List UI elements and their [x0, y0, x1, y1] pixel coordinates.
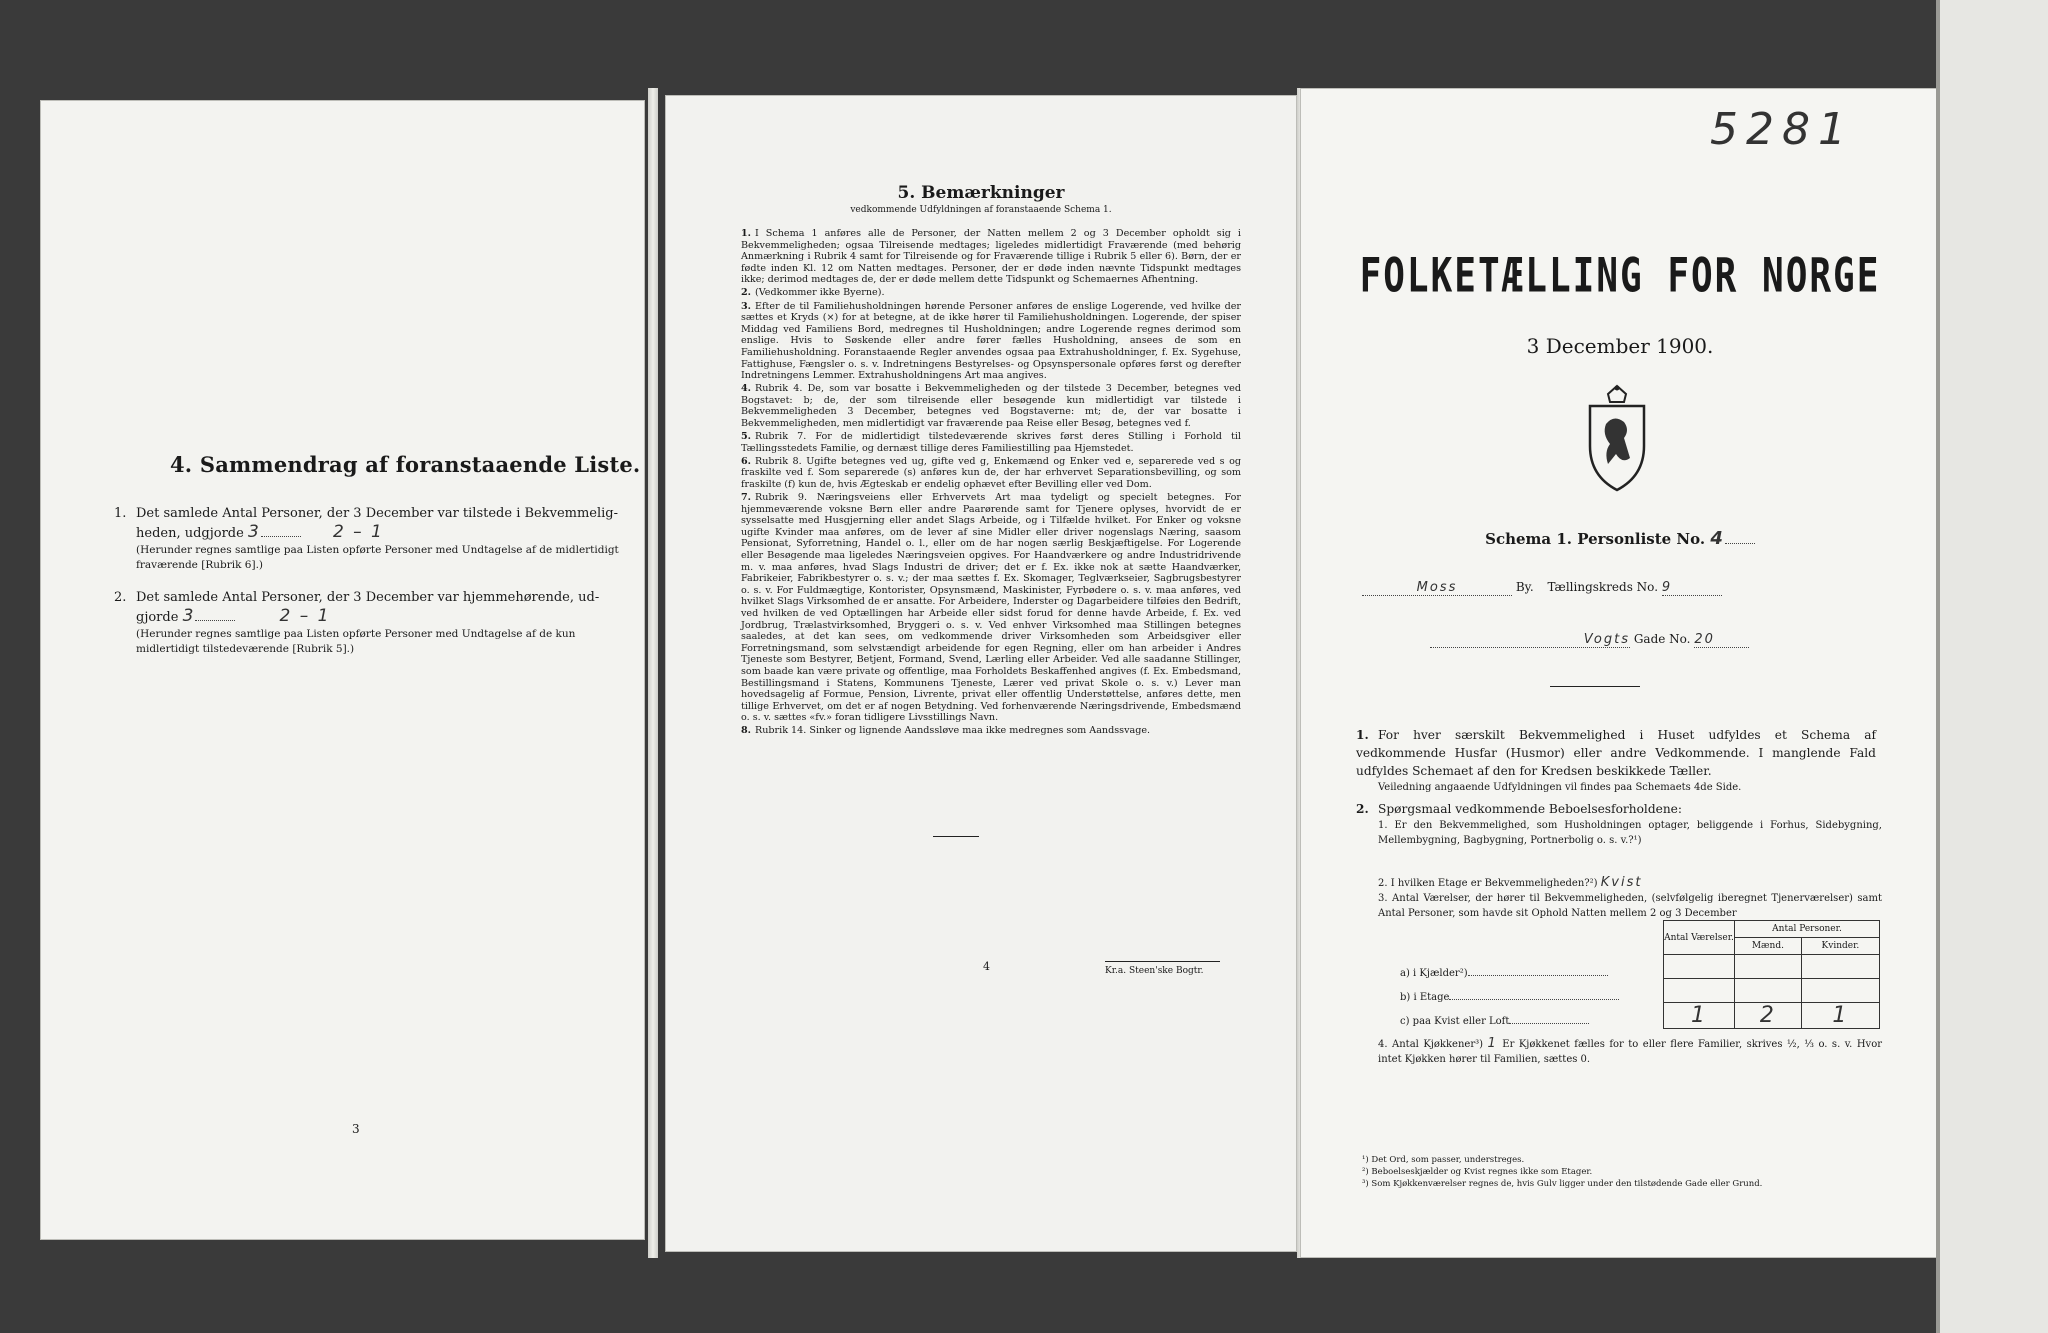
handwritten-list-number: 4 — [1710, 528, 1725, 549]
footnote: ¹) Det Ord, som passer, understreges. — [1362, 1155, 1525, 1165]
row-label: c) paa Kvist eller Loft — [1400, 1014, 1589, 1029]
footnote: ³) Som Kjøkkenværelser regnes de, hvis Gulv ligger under den tilstødende Gade eller Grund. — [1362, 1179, 1763, 1189]
handwritten-women: 1 — [1801, 1003, 1879, 1029]
remark-paragraph: 3. Efter de til Familiehusholdningen hørende Personer anføres de enslige Logerende, ved hvilke der sættes et Kryds (×) for at betegne, at de ikke hører til Familiehusholdningen. Logerende, der spiser Middag ved Familiens Bord, medregnes til Husholdningen; andre Logerende regnes derimod som enslige. Hvis to Søskende eller andre fører fælles Husholdning, ansees de som en Familiehusholdning. Foranstaaende Regler anvendes ogsaa paa Extrahusholdninger, f. Ex. Sygehuse, Fattighuse, Fængsler o. s. v. Indretningens Bestyrelses- og Opsynspersonale opføres først og derefter Indretningens Lemmer. Extrahusholdningens Art maa angives. — [741, 300, 1241, 382]
handwritten-count: 3 — [247, 522, 261, 542]
remark-paragraph: 4. Rubrik 4. De, som var bosatte i Bekvemmeligheden og der tilstede 3 December, betegnes ved Bogstavet: b; de, der som tilreisende eller besøgende kun midlertidigt var tilstede i Bekvemmeligheden 3 December, betegnes ved Bogstaverne: mt; de, der var bosatte i Bekvemmeligheden, men midlertidigt var fraværende paa Reise eller Besøg, betegnes ved f. — [741, 383, 1241, 429]
col-women: Kvinder. — [1801, 938, 1879, 955]
footnotes — [1362, 1154, 1882, 1190]
summary-item-2 — [114, 589, 634, 657]
question-1: 1. Er den Bekvemmelighed, som Husholdningen optager, beliggende i Forhus, Sidebygning, Mellembygning, Bagbygning, Portnerbolig o. s. v.?¹) — [1378, 820, 1882, 846]
item-note: (Herunder regnes samtlige paa Listen opførte Personer med Undtagelse af de midlertidigt fraværende [Rubrik 6].) — [136, 544, 619, 571]
remarks-body — [741, 228, 1241, 739]
handwritten-floor: Kvist — [1600, 875, 1643, 890]
row-label: b) i Etage — [1400, 990, 1619, 1005]
census-title: FOLKETÆLLING FOR NORGE — [1359, 249, 1881, 304]
page-fold — [648, 88, 658, 1258]
rooms-persons-table — [1663, 920, 1880, 1029]
remark-paragraph: 1. I Schema 1 anføres alle de Personer, der Natten mellem 2 og 3 December opholdt sig i Bekvemmeligheden; ogsaa Tilreisende medtages; ligeledes midlertidigt Fraværende (med behørig Anmærkning i Rubrik 4 samt for Tilreisende og for Fraværende tillige i Rubrik 5 eller 6). Børn, der er fødte inden Kl. 12 om Natten medtages. Personer, der er døde inden nævnte Tidspunkt medtages ikke; derimod medtages de, der er døde mellem dette Tidspunkt og Schemaernes Afhentning. — [741, 228, 1241, 286]
remark-paragraph: 6. Rubrik 8. Ugifte betegnes ved ug, gifte ved g, Enkemænd og Enker ved e, separerede ved s og fraskilte ved f. Som separerede (s) anføres kun de, der har erhvervet Separationsbevilling, og som fraskilte (f) kun de, hvis Ægteskab er endelig ophævet efter Bevilling eller ved Dom. — [741, 455, 1241, 490]
item-note: (Herunder regnes samtlige paa Listen opførte Personer med Undtagelse af de kun midlertidigt tilstedeværende [Rubrik 5].) — [136, 628, 576, 655]
remarks-title: 5. Bemærkninger — [897, 183, 1065, 203]
item-text: gjorde — [136, 610, 179, 625]
col-rooms: Antal Værelser. — [1664, 921, 1735, 955]
handwritten-house-number: 20 — [1694, 632, 1715, 647]
handwritten-men: 2 — [1735, 1003, 1802, 1029]
summary-item-1 — [114, 505, 634, 573]
remark-paragraph: 8. Rubrik 14. Sinker og lignende Aandssløve maa ikke medregnes som Aandssvage. — [741, 725, 1151, 737]
footnote: ²) Beboelseskjælder og Kvist regnes ikke som Etager. — [1362, 1167, 1593, 1177]
remark-paragraph: 5. Rubrik 7. For de midlertidigt tilstedeværende skrives først deres Stilling i Forhold til Tællingsstedets Familie, og dernæst tillige deres Familiestilling paa Hjemstedet. — [741, 431, 1241, 454]
middle-page — [665, 95, 1297, 1252]
handwritten-count: 3 — [182, 606, 196, 626]
question-4: 4. Antal Kjøkkener³) 1 Er Kjøkkenet fælles for to eller flere Familier, skrives ½, ⅓ o. s. v. Hvor intet Kjøkken hører til Familien, sættes 0. — [1378, 1036, 1883, 1065]
remarks-subtitle: vedkommende Udfyldningen af foranstaaende Schema 1. — [850, 205, 1112, 215]
census-date: 3 December 1900. — [1526, 334, 1714, 358]
paper-strip — [1940, 0, 2048, 1333]
separator-rule — [933, 836, 979, 837]
right-page — [1300, 88, 1940, 1258]
col-men: Mænd. — [1735, 938, 1802, 955]
printer-imprint: Kr.a. Steen'ske Bogtr. — [1105, 966, 1204, 976]
item-text: Det samlede Antal Personer, der 3 December var hjemmehørende, ud- — [136, 590, 600, 605]
handwritten-kitchens: 1 — [1487, 1036, 1498, 1051]
separator-rule — [1550, 686, 1640, 687]
handwritten-split: 2 – 1 — [332, 522, 384, 542]
col-persons: Antal Personer. — [1735, 921, 1880, 938]
item-text: Det samlede Antal Personer, der 3 December var tilstede i Bekvemmelig- — [136, 506, 619, 521]
page-number: 3 — [352, 1122, 360, 1136]
item-number: 1. — [114, 506, 127, 521]
left-page — [40, 100, 645, 1240]
instruction-2: 2. Spørgsmaal vedkommende Beboelsesforholdene: — [1356, 802, 1682, 816]
instruction-1: 1. For hver særskilt Bekvemmelighed i Huset udfyldes et Schema af vedkommende Husfar (Husmor) eller andre Vedkommende. I manglende Fald udfyldes Schemaet af den for Kredsen beskikkede Tæller. Veiledning angaaende Udfyldningen vil findes paa Schemaets 4de Side. — [1356, 728, 1876, 793]
coat-of-arms-icon — [1580, 384, 1654, 494]
page-number: 4 — [983, 960, 990, 973]
remark-paragraph: 7. Rubrik 9. Næringsveiens eller Erhvervets Art maa tydeligt og specielt betegnes. For hjemmeværende voksne Børn eller andre Paarørende samt for Tjenere oplyses, hvorvidt de er sysselsatte med Husgjerning eller andet Slags Arbeide, og i Tilfælde hvilket. For Enker og voksne ugifte Kvinder maa anføres, om de lever af sine Midler eller driver nogenslags Næring, saasom Pensionat, Syforretning, Handel o. l., eller om de har nogen særlig Beskjæftigelse. For Logerende eller Besøgende maa ligeledes Næringsveien opgives. For Haandværkere og andre Industridrivende m. v. maa anføres, hvad Slags Industri de driver; det er f. Ex. ikke nok at sætte Haandværker, Fabrikeier, Fabrikbestyrer o. s. v.; der maa sættes f. Ex. Skomager, Teglværkseier, Sagbrugsbestyrer o. s. v. For Fuldmægtige, Kontorister, Opsynsmænd, Maskinister, Fyrbødere o. s. v. maa anføres, ved hvilket Slags Virksomhed de er ansatte. For Arbeidere, Inderster og Dagarbeidere tilføies den Bedrift, ved hvilken de ved Optællingen har Arbeide eller sidst forud for denne havde Arbeide, f. Ex. ved Jordbrug, Trælastvirksomhed, Bryggeri o. s. v. Ved enhver Virksomhed maa Stillingen betegnes saaledes, at det kan sees, om vedkommende driver Virksomheden som Arbeidsgiver eller Forretningsmand, som selvstændigt arbeidende for egen Regning, eller om han arbeider i Andres Tjeneste som Bestyrer, Betjent, Formand, Svend, Lærling eller Arbeider. Ved alle saadanne Stillinger, som baade kan være private og offentlige, maa Forholdets Beskaffenhed angives (f. Ex. Embedsmand, Bestillingsmand i Statens, Kommunens Tjeneste, Lærer ved privat Skole o. s. v.) Lever man hovedsagelig af Formue, Pension, Livrente, privat eller offentlig Understøttelse, anføres dette, men tillige Erhvervet, om det er af nogen Betydning. Ved forhenværende Næringsdrivende, Embedsmænd o. s. v. sættes «fv.» foran tidligere Livsstillings Navn. — [741, 492, 1241, 724]
item-text: heden, udgjorde — [136, 526, 244, 541]
question-3: 3. Antal Værelser, der hører til Bekvemmeligheden, (selvfølgelig iberegnet Tjenerværelser) samt Antal Personer, som havde sit Ophold Natten mellem 2 og 3 December — [1378, 893, 1882, 919]
handwritten-street: Vogts — [1583, 632, 1630, 647]
handwritten-town: Moss — [1416, 580, 1458, 595]
row-label: a) i Kjælder²) — [1400, 966, 1608, 981]
handwritten-district: 9 — [1661, 580, 1673, 595]
town-line: Moss By. Tællingskreds No. 9 — [1362, 580, 1722, 596]
handwritten-archive-number: 5281 — [1710, 104, 1854, 155]
summary-title: 4. Sammendrag af foranstaaende Liste. — [170, 452, 641, 477]
printer-rule — [1105, 961, 1220, 962]
question-2: 2. I hvilken Etage er Bekvemmeligheden?²) Kvist — [1378, 875, 1643, 890]
handwritten-split: 2 – 1 — [279, 606, 331, 626]
schema-heading: Schema 1. Personliste No. 4 — [1300, 528, 1940, 549]
handwritten-rooms: 1 — [1664, 1003, 1735, 1029]
remark-paragraph: 2. (Vedkommer ikke Byerne). — [741, 287, 885, 299]
item-number: 2. — [114, 590, 127, 605]
street-line: Vogts Gade No. 20 — [1430, 632, 1749, 648]
